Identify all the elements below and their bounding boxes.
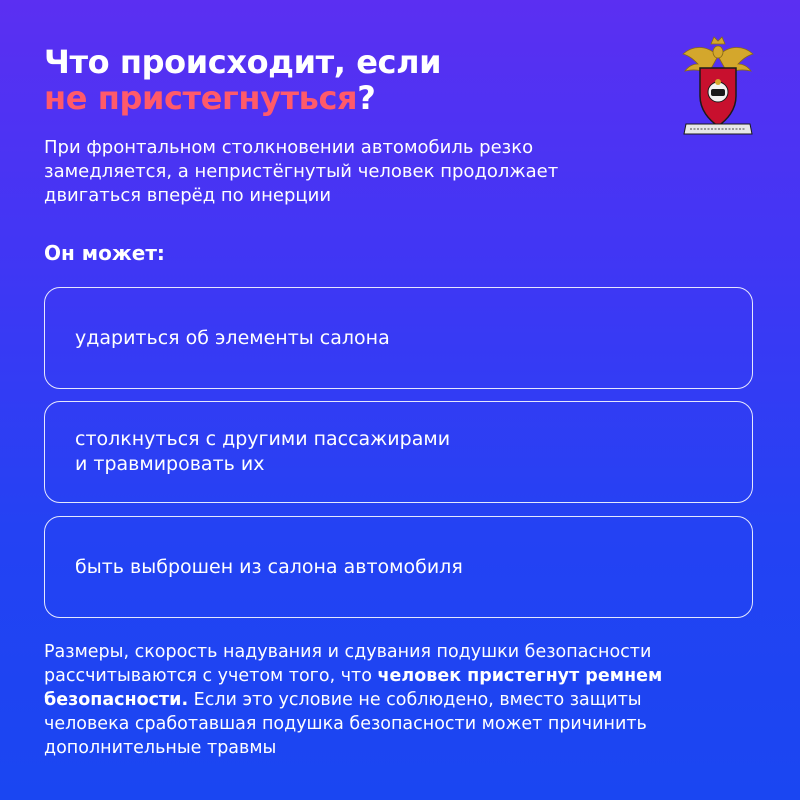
airbag-note-part-2: Если это условие не соблюдено, вместо защиты человека сработавшая подушка безопасности может причинить дополнительные травмы — [44, 690, 647, 758]
traffic-police-emblem-icon — [680, 34, 756, 144]
page-title — [44, 44, 624, 116]
title-line-1: Что происходит, если — [44, 43, 442, 81]
title-accent: не пристегнуться — [44, 79, 358, 117]
consequence-text: быть выброшен из салона автомобиля — [75, 555, 463, 578]
airbag-note-emphasis: человек пристегнут ремнем безопасности. — [44, 666, 663, 710]
lead-paragraph: При фронтальном столкновении автомобиль резко замедляется, а непристёгнутый человек продолжает двигаться вперёд по инерции — [44, 137, 559, 206]
list-heading: Он может: — [44, 241, 165, 265]
consequence-card-2 — [44, 401, 753, 503]
title-question-mark: ? — [357, 79, 376, 117]
airbag-note-part-1: Размеры, скорость надувания и сдувания подушки безопасности рассчитываются с учетом того, что — [44, 642, 652, 686]
consequence-text: столкнуться с другими пассажирами и травмировать их — [75, 428, 451, 475]
airbag-note — [44, 640, 724, 760]
title-line-2 — [44, 80, 624, 116]
consequence-card-3 — [44, 516, 753, 618]
consequence-text: удариться об элементы салона — [75, 326, 390, 349]
consequence-card-1 — [44, 287, 753, 389]
